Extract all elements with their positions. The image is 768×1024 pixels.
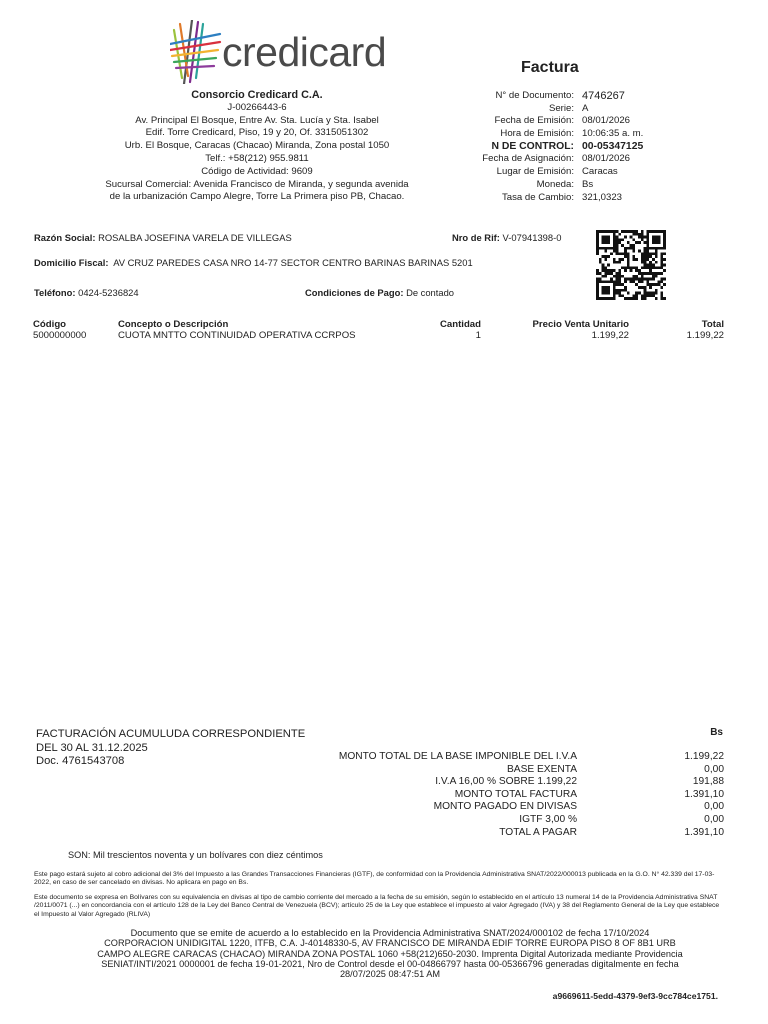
- company-branch-line: Sucursal Comercial: Avenida Francisco de Miranda, y segunda avenida: [105, 178, 409, 190]
- meta-value: Caracas: [582, 166, 618, 178]
- table-row: [33, 330, 724, 341]
- domicilio-label: Domicilio Fiscal:: [34, 257, 109, 268]
- credicard-logo-icon: [170, 20, 222, 84]
- company-branch-line: de la urbanización Campo Alegre, Torre La Primera piso PB, Chacao.: [109, 191, 405, 203]
- footer-line: CORPORACION UNIDIGITAL 1220, ITFB, C.A. J-40148330-5, AV FRANCISCO DE MIRANDA EDIF TORRE EUROPA PISO 8 OF 8B1 URB: [104, 938, 676, 949]
- footer-line: Documento que se emite de acuerdo a lo establecido en la Providencia Administrativa SNAT/2024/000102 de fecha 17/10/2024: [130, 928, 650, 938]
- meta-label: Hora de Emisión:: [500, 128, 574, 140]
- item-total: 1.199,22: [686, 330, 724, 341]
- client-razon-social: [34, 232, 292, 243]
- client-domicilio: [34, 257, 473, 268]
- grand-total-value: 1.391,10: [684, 826, 724, 838]
- billing-period-line: FACTURACIÓN ACUMULUDA CORRESPONDIENTE: [36, 728, 306, 740]
- totals-block: [300, 751, 724, 839]
- razon-social-label: Razón Social:: [34, 232, 96, 243]
- total-label: MONTO PAGADO EN DIVISAS: [433, 801, 577, 813]
- document-title: Factura: [521, 59, 579, 76]
- meta-value: Bs: [582, 178, 594, 190]
- meta-label: Serie:: [548, 102, 574, 114]
- company-name: Consorcio Credicard C.A.: [191, 89, 323, 101]
- brand-wordmark: credicard: [222, 29, 387, 75]
- client-rif: [452, 232, 561, 243]
- items-header-row: [33, 319, 724, 330]
- billing-doc-ref: Doc. 4761543708: [36, 755, 125, 768]
- total-value: 0,00: [704, 801, 724, 813]
- footer-line: CAMPO ALEGRE CARACAS (CHACAO) MIRANDA ZONA POSTAL 1060 +58(212)650-2030. Imprenta Digital Autorizada mediante Providencia: [97, 948, 683, 959]
- total-label: IGTF 3,00 %: [519, 813, 577, 825]
- meta-value: 08/01/2026: [582, 153, 631, 165]
- company-activity: Código de Actividad: 9609: [201, 165, 313, 177]
- meta-label: N° de Documento:: [495, 90, 574, 101]
- col-header-price: Precio Venta Unitario: [532, 319, 629, 330]
- col-header-desc: Concepto o Descripción: [118, 319, 229, 330]
- telefono-value: 0424-5236824: [78, 287, 139, 298]
- total-value: 191,88: [692, 776, 724, 788]
- meta-value: 10:06:35 a. m.: [582, 128, 644, 140]
- payment-conditions-value: De contado: [406, 287, 455, 298]
- rif-label: Nro de Rif:: [452, 232, 500, 243]
- item-desc: CUOTA MNTTO CONTINUIDAD OPERATIVA CCRPOS: [118, 330, 356, 341]
- total-value: 0,00: [704, 813, 724, 825]
- currency-label: Bs: [710, 727, 723, 738]
- item-code: 5000000000: [33, 330, 87, 341]
- document-hash: a9669611-5edd-4379-9ef3-9cc784ce1751.: [552, 991, 718, 1001]
- total-value: 1.199,22: [684, 751, 724, 762]
- payment-conditions-label: Condiciones de Pago:: [305, 287, 404, 298]
- meta-label: Fecha de Asignación:: [482, 153, 574, 165]
- company-info: [62, 89, 452, 204]
- item-price: 1.199,22: [591, 330, 629, 341]
- company-phone: Telf.: +58(212) 955.9811: [205, 152, 309, 164]
- meta-label: Fecha de Emisión:: [494, 115, 574, 127]
- total-value: 0,00: [704, 763, 724, 775]
- col-header-code: Código: [33, 319, 67, 330]
- total-value: 1.391,10: [684, 788, 724, 800]
- legal-note-currency: Este documento se expresa en Bolívares con su equivalencia en divisas al tipo de cambio corriente del mercado a la fecha de su emisión, según lo establecido en el artículo 13 numeral 14 de la Providencia Administrativa SNAT /2011/0071 (...) en concordancia con el artículo 128 de la Ley del Banco Central de Venezuela (BCV); artículo 25 de la Ley que establece el impuesto al valor Agregado (IVA) y 38 del Reglamento General de la Ley que establece el Impuesto al Valor Agregado (RLIVA): [34, 894, 720, 918]
- items-table: [33, 319, 724, 341]
- col-header-total: Total: [701, 319, 724, 330]
- meta-label: Moneda:: [536, 178, 574, 190]
- printer-footer: [70, 928, 710, 979]
- meta-value: A: [582, 102, 589, 114]
- control-number-value: 00-05347125: [582, 140, 644, 152]
- footer-line: 28/07/2025 08:47:51 AM: [339, 969, 441, 980]
- client-telefono: [34, 287, 139, 298]
- meta-label: Tasa de Cambio:: [502, 191, 574, 203]
- payment-conditions: [305, 287, 454, 298]
- billing-period-note: [36, 728, 305, 769]
- document-meta: [450, 90, 700, 204]
- meta-label: Lugar de Emisión:: [496, 166, 574, 178]
- footer-line: SENIAT/INTI/2021 0000001 de fecha 19-01-2021, Nro de Control desde el 00-04866797 hasta 00-05366796 generadas digitalmente en fecha: [101, 958, 679, 969]
- domicilio-value: AV CRUZ PAREDES CASA NRO 14-77 SECTOR CENTRO BARINAS BARINAS 5201: [113, 257, 473, 268]
- razon-social-value: ROSALBA JOSEFINA VARELA DE VILLEGAS: [98, 232, 292, 243]
- grand-total-label: TOTAL A PAGAR: [499, 826, 577, 838]
- col-header-qty: Cantidad: [439, 319, 481, 330]
- company-rif: J-00266443-6: [227, 101, 287, 113]
- company-address-line: Av. Principal El Bosque, Entre Av. Sta. Lucía y Sta. Isabel: [135, 114, 379, 126]
- total-label: I.V.A 16,00 % SOBRE 1.199,22: [435, 776, 577, 788]
- company-address-line: Edif. Torre Credicard, Piso, 19 y 20, Of. 3315051302: [145, 127, 369, 139]
- rif-value: V-07941398-0: [502, 232, 562, 243]
- telefono-label: Teléfono:: [34, 287, 76, 298]
- item-qty: 1: [475, 330, 481, 341]
- meta-value: 08/01/2026: [582, 115, 631, 127]
- billing-period-line: DEL 30 AL 31.12.2025: [36, 741, 148, 754]
- amount-in-words: SON: Mil trescientos noventa y un bolívares con diez céntimos: [68, 850, 323, 860]
- meta-value: 4746267: [582, 90, 625, 102]
- company-address-line: Urb. El Bosque, Caracas (Chacao) Miranda, Zona postal 1050: [124, 140, 390, 152]
- total-label: MONTO TOTAL FACTURA: [454, 788, 577, 800]
- control-number-label: N DE CONTROL:: [491, 140, 574, 152]
- total-label: MONTO TOTAL DE LA BASE IMPONIBLE DEL I.V.A: [338, 751, 577, 762]
- qr-code-icon: [596, 230, 666, 300]
- legal-note-igtf: Este pago estará sujeto al cobro adicional del 3% del Impuesto a las Grandes Transacciones Financieras (IGTF), de conformidad con la Providencia Administrativa SNAT/2022/000013 publicada en la G.O. N° 42.339 del 17-03-2022, en caso de ser cancelado en divisas. No aplicara en pago en Bs.: [34, 871, 715, 887]
- meta-value: 321,0323: [582, 191, 623, 203]
- total-label: BASE EXENTA: [506, 763, 577, 775]
